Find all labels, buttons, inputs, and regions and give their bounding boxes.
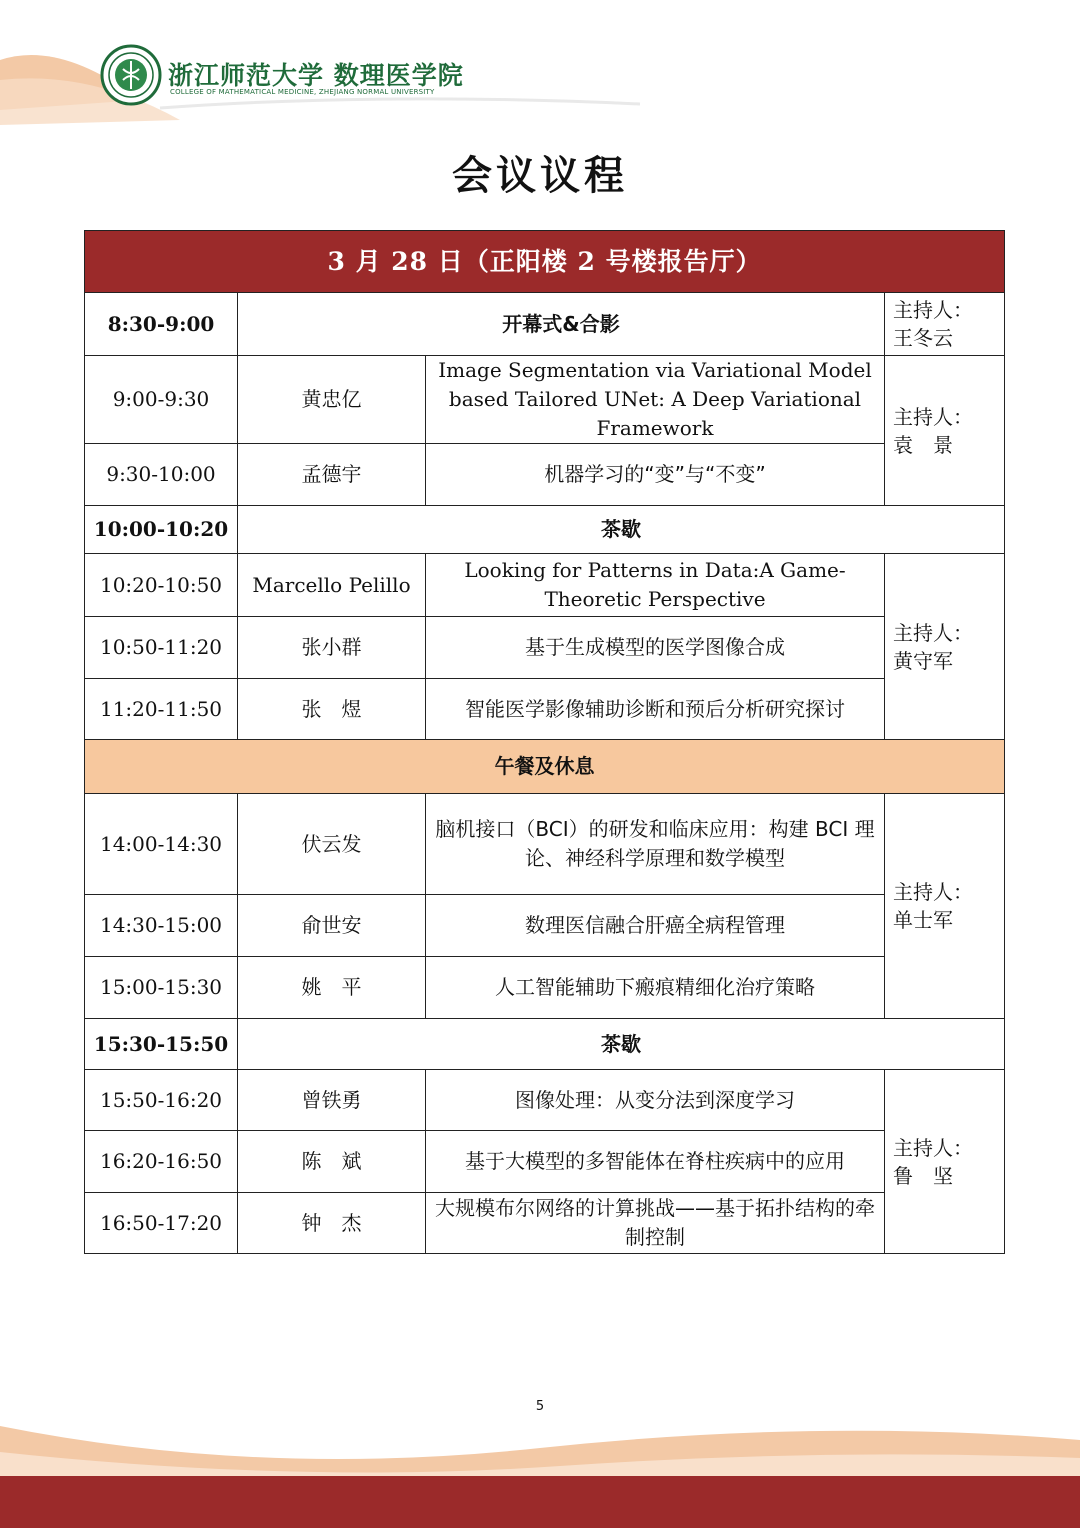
host-label: 主持人： <box>893 1135 973 1160</box>
date-header: 3 月 28 日（正阳楼 2 号楼报告厅） <box>85 231 1005 293</box>
topic-cell: 智能医学影像辅助诊断和预后分析研究探讨 <box>426 679 885 740</box>
speaker-cell: 张 煜 <box>238 679 426 740</box>
table-row <box>85 356 1005 444</box>
topic-cell: 基于大模型的多智能体在脊柱疾病中的应用 <box>426 1131 885 1193</box>
speaker-cell: 陈 斌 <box>238 1131 426 1193</box>
table-row <box>85 617 1005 679</box>
time-cell: 14:30-15:00 <box>85 895 238 957</box>
time-cell: 16:50-17:20 <box>85 1193 238 1254</box>
header-decoration <box>0 0 1080 140</box>
topic-cell: Looking for Patterns in Data:A Game-Theoretic Perspective <box>426 554 885 617</box>
table-row <box>85 1070 1005 1131</box>
table-row <box>85 794 1005 895</box>
break-row <box>85 506 1005 554</box>
topic-cell: 机器学习的“变”与“不变” <box>426 444 885 506</box>
host-cell <box>885 293 1005 356</box>
university-name-en: COLLEGE OF MATHEMATICAL MEDICINE, ZHEJIANG NORMAL UNIVERSITY <box>170 88 435 96</box>
topic-cell: 图像处理：从变分法到深度学习 <box>426 1070 885 1131</box>
time-cell: 10:20-10:50 <box>85 554 238 617</box>
table-row <box>85 1193 1005 1254</box>
host-label: 主持人： <box>893 404 973 429</box>
time-cell: 8:30-9:00 <box>85 293 238 356</box>
table-row <box>85 1131 1005 1193</box>
table-row <box>85 444 1005 506</box>
opening-title: 开幕式&合影 <box>238 293 885 356</box>
speaker-cell: 钟 杰 <box>238 1193 426 1254</box>
agenda-table <box>84 230 1005 1254</box>
page-number: 5 <box>535 1399 545 1414</box>
break-label: 茶歇 <box>238 506 1005 554</box>
speaker-cell: 俞世安 <box>238 895 426 957</box>
host-cell <box>885 1070 1005 1254</box>
break-row <box>85 1019 1005 1070</box>
time-cell: 15:00-15:30 <box>85 957 238 1019</box>
table-row <box>85 895 1005 957</box>
speaker-cell: 黄忠亿 <box>238 356 426 444</box>
time-cell: 9:00-9:30 <box>85 356 238 444</box>
table-row <box>85 554 1005 617</box>
time-cell: 11:20-11:50 <box>85 679 238 740</box>
host-name: 鲁 坚 <box>893 1163 953 1188</box>
time-cell: 15:50-16:20 <box>85 1070 238 1131</box>
page-title: 会议议程 <box>452 153 628 199</box>
topic-cell: 人工智能辅助下瘢痕精细化治疗策略 <box>426 957 885 1019</box>
speaker-cell: Marcello Pelillo <box>238 554 426 617</box>
university-name: 浙江师范大学 数理医学院 <box>168 61 464 90</box>
speaker-cell: 张小群 <box>238 617 426 679</box>
time-cell: 15:30-15:50 <box>85 1019 238 1070</box>
host-name: 袁 景 <box>893 432 953 457</box>
host-cell <box>885 554 1005 740</box>
topic-cell: 大规模布尔网络的计算挑战——基于拓扑结构的牵制控制 <box>426 1193 885 1254</box>
opening-row <box>85 293 1005 356</box>
table-row <box>85 679 1005 740</box>
host-name: 黄守军 <box>893 648 953 673</box>
host-name: 单士军 <box>893 908 953 932</box>
host-name: 王冬云 <box>893 326 953 350</box>
host-label: 主持人： <box>893 880 973 904</box>
lunch-label: 午餐及休息 <box>85 740 1005 794</box>
speaker-cell: 伏云发 <box>238 794 426 895</box>
date-header-row <box>85 231 1005 293</box>
topic-cell: 脑机接口（BCI）的研发和临床应用：构建 BCI 理论、神经科学原理和数学模型 <box>426 794 885 895</box>
host-cell <box>885 356 1005 506</box>
speaker-cell: 曾铁勇 <box>238 1070 426 1131</box>
time-cell: 9:30-10:00 <box>85 444 238 506</box>
host-cell <box>885 794 1005 1019</box>
speaker-cell: 姚 平 <box>238 957 426 1019</box>
time-cell: 16:20-16:50 <box>85 1131 238 1193</box>
table-row <box>85 957 1005 1019</box>
time-cell: 10:00-10:20 <box>85 506 238 554</box>
speaker-cell: 孟德宇 <box>238 444 426 506</box>
break-label: 茶歇 <box>238 1019 1005 1070</box>
lunch-row <box>85 740 1005 794</box>
topic-cell: Image Segmentation via Variational Model based Tailored UNet: A Deep Variational Framework <box>426 356 885 444</box>
topic-cell: 数理医信融合肝癌全病程管理 <box>426 895 885 957</box>
time-cell: 10:50-11:20 <box>85 617 238 679</box>
host-label: 主持人： <box>893 620 973 645</box>
host-label: 主持人： <box>893 298 973 322</box>
topic-cell: 基于生成模型的医学图像合成 <box>426 617 885 679</box>
footer-decoration <box>0 1400 1080 1528</box>
university-logo-icon <box>100 44 162 106</box>
time-cell: 14:00-14:30 <box>85 794 238 895</box>
